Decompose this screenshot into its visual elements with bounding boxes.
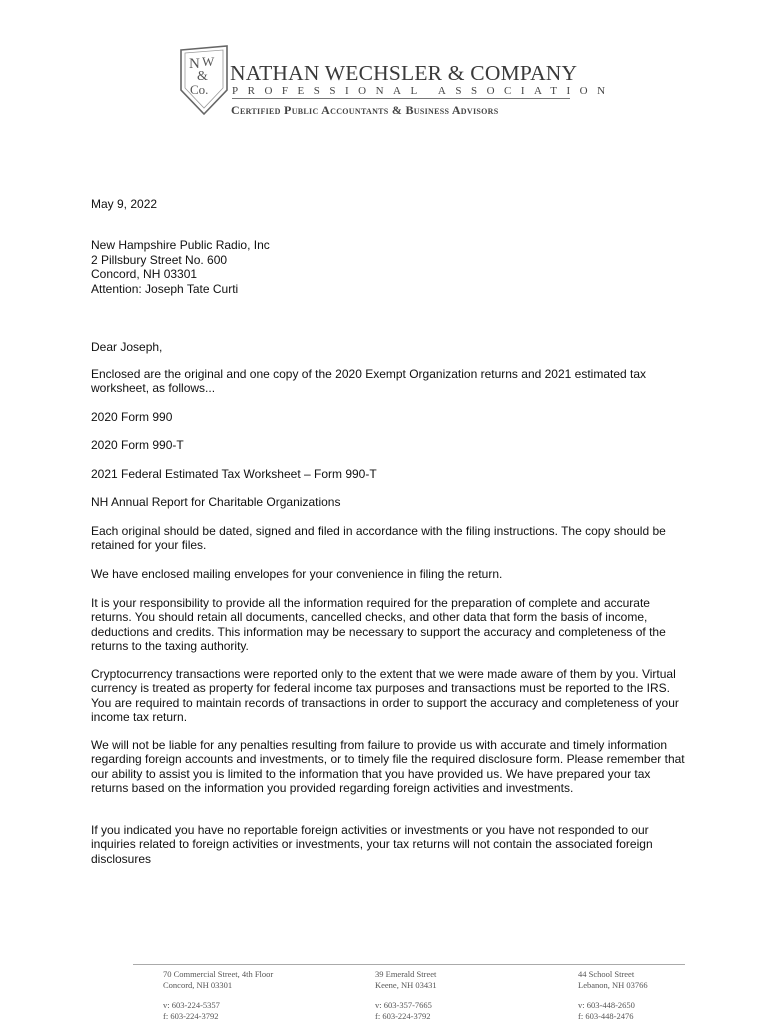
firm-monogram-logo — [178, 44, 230, 116]
salutation: Dear Joseph, — [91, 340, 163, 354]
address-line: Attention: Joseph Tate Curti — [91, 281, 239, 296]
letterhead-divider — [232, 98, 570, 99]
recipient-address — [91, 238, 491, 296]
office-keene — [375, 969, 555, 1021]
body-paragraph: If you indicated you have no reportable foreign activities or investments or you have not responded to our inquiries related to foreign activities or investments, your tax returns will not contain the associated foreign disclosures — [91, 823, 653, 866]
office-city: Concord, NH 03301 — [163, 979, 233, 990]
svg-text:W: W — [202, 54, 215, 69]
body-paragraph: Cryptocurrency transactions were reported only to the extent that we were made aware of them by you. Virtual currency is treated as property for federal income tax purposes and transactions must be reported to the IRS. You are required to maintain records of transactions in order to support the accuracy and completeness of your income tax return. — [91, 667, 679, 725]
office-street: 39 Emerald Street — [375, 969, 437, 979]
enclosure-item: NH Annual Report for Charitable Organizations — [91, 495, 341, 509]
letter-date: May 9, 2022 — [91, 197, 158, 211]
firm-association: PROFESSIONAL ASSOCIATION — [232, 85, 615, 97]
body-paragraph: Each original should be dated, signed and filed in accordance with the filing instructions. The copy should be retained for your files. — [91, 524, 666, 553]
intro-paragraph: Enclosed are the original and one copy of the 2020 Exempt Organization returns and 2021 estimated tax worksheet, as follows... — [91, 367, 647, 396]
svg-text:N: N — [189, 56, 200, 72]
svg-text:&: & — [197, 69, 208, 84]
office-phone: v: 603-448-2650 — [578, 1000, 635, 1010]
footer-divider — [133, 964, 685, 965]
office-city: Keene, NH 03431 — [375, 979, 437, 990]
enclosure-item: 2020 Form 990 — [91, 410, 173, 424]
office-street: 70 Commercial Street, 4th Floor — [163, 969, 274, 979]
office-phone: v: 603-357-7665 — [375, 1000, 432, 1010]
office-fax: f: 603-448-2476 — [578, 1010, 634, 1021]
letterhead — [178, 44, 615, 124]
address-line: 2 Pillsbury Street No. 600 — [91, 252, 228, 267]
office-lebanon — [578, 969, 758, 1021]
body-paragraph: It is your responsibility to provide all the information required for the preparation of complete and accurate returns. You should retain all documents, cancelled checks, and other data that form the basis of income, deductions and credits. This information may be necessary to support the accuracy and completeness of the returns to the taxing authority. — [91, 596, 666, 654]
enclosure-item: 2020 Form 990-T — [91, 438, 184, 452]
office-phone: v: 603-224-5357 — [163, 1000, 220, 1010]
office-concord — [163, 969, 343, 1021]
firm-tagline: Certified Public Accountants & Business Advisors — [231, 103, 499, 117]
svg-text:Co.: Co. — [190, 82, 209, 97]
enclosure-item: 2021 Federal Estimated Tax Worksheet – Form 990-T — [91, 467, 377, 481]
office-city: Lebanon, NH 03766 — [578, 979, 648, 990]
office-fax: f: 603-224-3792 — [163, 1010, 219, 1021]
firm-name: NATHAN WECHSLER & COMPANY — [230, 61, 578, 85]
body-paragraph: We have enclosed mailing envelopes for your convenience in filing the return. — [91, 567, 503, 581]
body-paragraph: We will not be liable for any penalties resulting from failure to provide us with accurate and timely information regarding foreign accounts and investments, or to timely file the required disclosure form. Please remember that our ability to assist you is limited to the information that you have provided us. We have prepared your tax returns based on the information you provided regarding foreign activities and investments. — [91, 738, 685, 796]
address-line: Concord, NH 03301 — [91, 267, 198, 281]
office-fax: f: 603-224-3792 — [375, 1010, 431, 1021]
office-street: 44 School Street — [578, 969, 635, 979]
address-line: New Hampshire Public Radio, Inc — [91, 238, 270, 252]
